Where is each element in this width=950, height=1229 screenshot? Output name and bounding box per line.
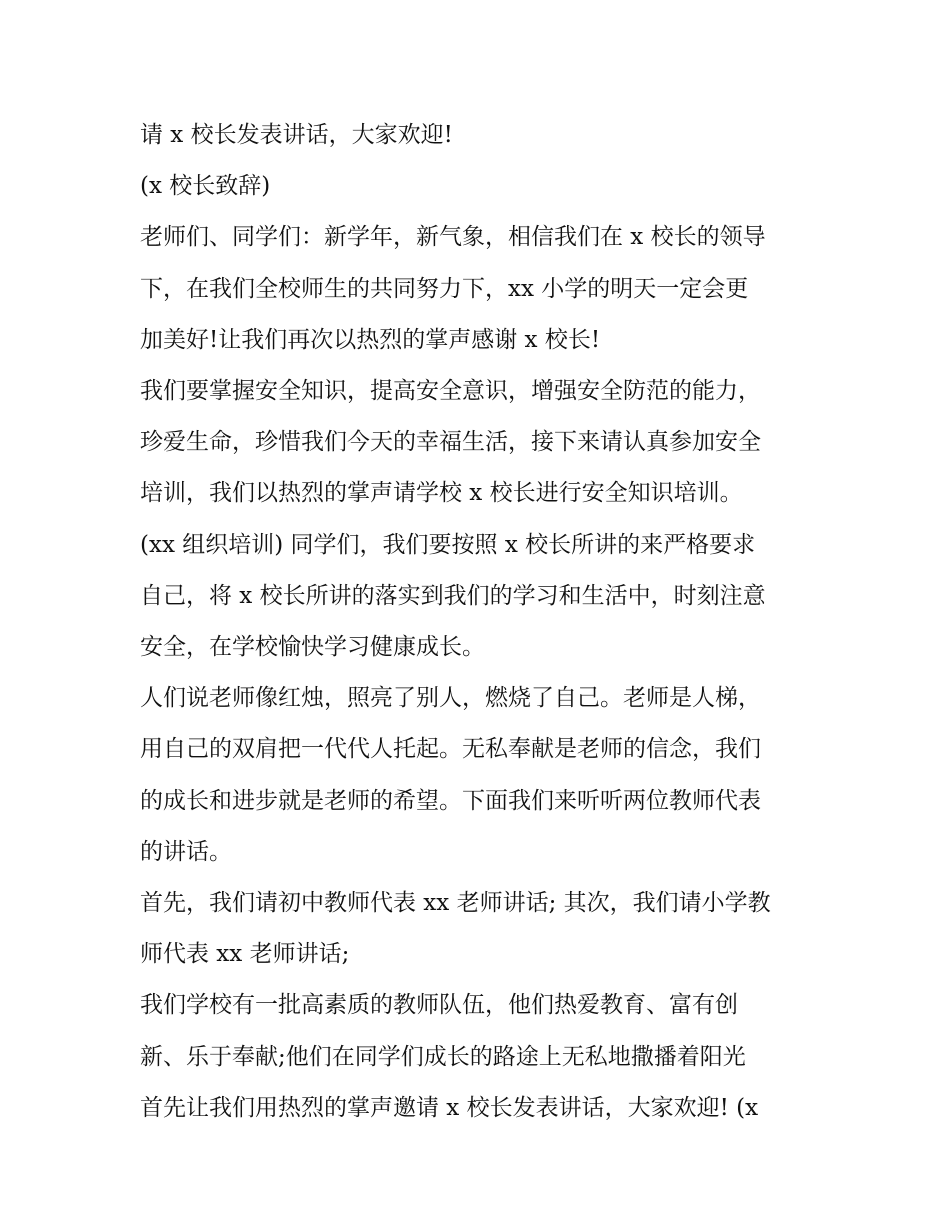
text-line: 安全，在学校愉快学习健康成长。	[140, 634, 485, 661]
text-line: 人们说老师像红烛，照亮了别人，燃烧了自己。老师是人梯，	[140, 685, 761, 712]
text-line: 我们学校有一批高素质的教师队伍，他们热爱教育、富有创	[140, 992, 738, 1019]
text-line: 师代表 xx 老师讲话;	[140, 941, 350, 968]
text-line: 老师们、同学们：新学年，新气象，相信我们在 x 校长的领导	[140, 224, 766, 251]
document-body	[140, 110, 830, 1134]
text-line: 首先，我们请初中教师代表 xx 老师讲话; 其次，我们请小学教	[140, 890, 771, 917]
text-line: 培训，我们以热烈的掌声请学校 x 校长进行安全知识培训。	[140, 480, 743, 507]
text-line: (x 校长致辞)	[140, 173, 271, 200]
text-line: 的成长和进步就是老师的希望。下面我们来听听两位教师代表	[140, 787, 761, 814]
text-line: 新、乐于奉献;他们在同学们成长的路途上无私地撒播着阳光	[140, 1043, 746, 1070]
text-line: 用自己的双肩把一代代人托起。无私奉献是老师的信念，我们	[140, 736, 761, 763]
text-line: 我们要掌握安全知识，提高安全意识，增强安全防范的能力，	[140, 378, 761, 405]
text-line: 珍爱生命，珍惜我们今天的幸福生活，接下来请认真参加安全	[140, 429, 761, 456]
text-line: 加美好!让我们再次以热烈的掌声感谢 x 校长!	[140, 326, 601, 353]
text-line: 首先让我们用热烈的掌声邀请 x 校长发表讲话，大家欢迎! (x	[140, 1094, 759, 1121]
text-line: 的讲话。	[140, 838, 232, 865]
text-line: 自己，将 x 校长所讲的落实到我们的学习和生活中，时刻注意	[140, 582, 766, 609]
text-line: 下，在我们全校师生的共同努力下，xx 小学的明天一定会更	[140, 275, 749, 302]
text-line: 请 x 校长发表讲话，大家欢迎!	[140, 122, 453, 148]
text-line: (xx 组织培训) 同学们，我们要按照 x 校长所讲的来严格要求	[140, 531, 756, 558]
